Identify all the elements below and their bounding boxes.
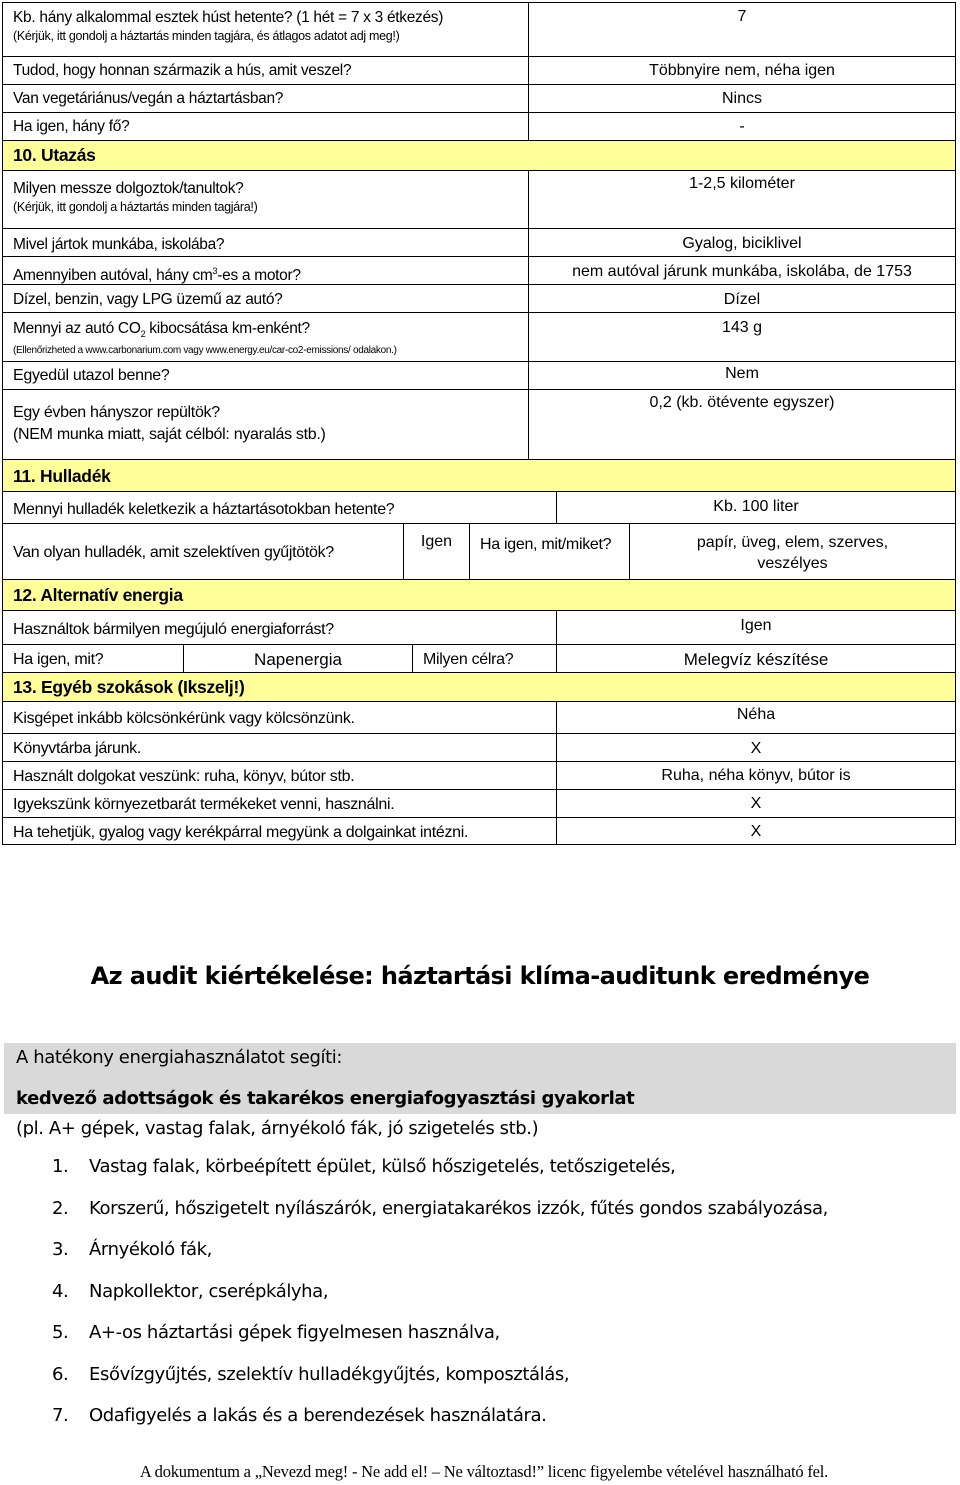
question-text: Mennyi az autó CO [13,320,141,337]
question-cell: Használt dolgokat veszünk: ruha, könyv, bútor stb. [13,768,355,785]
question-note: (Ellenőrizheted a www.carbonarium.com vagy www.energy.eu/car-co2-emissions/ odalakon.) [13,345,397,357]
section-waste [3,459,955,491]
superscript: 3 [212,266,218,276]
question-cell: Egyedül utazol benne? [13,367,170,384]
list-text: A+-os háztartási gépek figyelmesen használva, [89,1322,500,1343]
list-text: Napkollektor, cserépkályha, [89,1280,329,1302]
question-text: Amennyiben autóval, hány cm [13,267,213,284]
question-cell: Használtok bármilyen megújuló energiaforrást? [13,621,334,638]
answer-line: papír, üveg, elem, szerves, [696,534,889,551]
answer-cell: Gyalog, biciklivel [528,229,955,256]
license-footer: A dokumentum a „Nevezd meg! - Ne add el! – Ne változtasd!” licenc figyelembe vételével használható fel. [139,1462,829,1481]
list-text: Vastag falak, körbeépített épület, külső hőszigetelés, tetőszigetelés, [89,1156,676,1177]
answer-cell: Igen [403,524,469,579]
question-cell [3,313,528,361]
answer-cell: Melegvíz készítése [556,645,955,672]
answer-cell: Nincs [528,85,955,112]
list-number: 7. [52,1405,69,1426]
answer-cell: Igen [556,611,955,644]
answer-cell: Többnyire nem, néha igen [528,57,955,84]
question-text-end: kibocsátása km-enként? [145,320,310,337]
row-fuel [3,284,955,312]
question-text-end: -es a motor? [217,267,301,284]
question-cell: Ha tehetjük, gyalog vagy kerékpárral megyünk a dolgainkat intézni. [13,824,469,841]
list-number: 1. [52,1156,69,1177]
row-distance [3,170,955,228]
row-renewable [3,610,955,644]
section-title: 11. Hulladék [13,466,111,486]
row-how-many [3,112,955,140]
question-cell [3,3,528,56]
list-text: Árnyékoló fák, [89,1239,212,1260]
row-vegetarian [3,84,955,112]
question-cell: Igyekszünk környezetbarát termékeket venni, használni. [13,796,395,813]
answer-cell: 1-2,5 kilométer [528,171,955,228]
list-text: Korszerű, hőszigetelt nyílászárók, energiatakarékos izzók, fűtés gondos szabályozása, [89,1197,828,1219]
section-title: 13. Egyéb szokások (Ikszelj!) [13,677,245,697]
evaluation-intro: (pl. A+ gépek, vastag falak, árnyékoló fák, jó szigetelés stb.) [16,1118,539,1139]
question-cell: Van olyan hulladék, amit szelektíven gyűjtötök? [13,544,334,561]
answer-cell: Nem [528,362,955,389]
subscript: 2 [140,329,146,340]
list-number: 5. [52,1322,69,1343]
answer-cell: X [556,790,955,817]
question-cell: Mennyi hulladék keletkezik a háztartásotokban hetente? [13,501,395,518]
row-used [3,761,955,789]
evaluation-title: Az audit kiértékelése: háztartási klíma-auditunk eredménye [90,962,870,990]
question-cell: Ha igen, hány fő? [13,118,130,135]
answer-cell [629,524,955,579]
answer-line: veszélyes [757,555,828,572]
row-library [3,733,955,761]
answer-cell: Néha [556,702,955,733]
row-renewable-what [3,644,955,672]
question-text: Egy évben hányszor repültök? [13,404,220,421]
list-text: Esővízgyűjtés, szelektív hulladékgyűjtés, komposztálás, [89,1363,570,1385]
evaluation-subtitle: A hatékony energiahasználatot segíti: [16,1047,343,1068]
list-number: 3. [52,1239,69,1260]
question-cell: Mivel jártok munkába, iskolába? [13,236,225,253]
audit-table [2,2,956,845]
list-number: 6. [52,1363,69,1385]
question-cell: Ha igen, mit? [13,651,104,668]
row-flights [3,389,955,459]
row-co2 [3,312,955,361]
answer-cell: Napenergia [183,645,412,672]
question-note: (Kérjük, itt gondolj a háztartás minden tagjára!) [13,200,258,214]
answer-cell: X [556,818,955,844]
question-cell [3,390,528,459]
row-waste [3,491,955,523]
list-text: Odafigyelés a lakás és a berendezések használatára. [89,1405,547,1426]
question-cell: Könyvtárba járunk. [13,740,142,757]
row-engine [3,256,955,284]
question-cell [3,171,528,228]
question-cell: Milyen célra? [412,645,556,672]
question-cell: Ha igen, mit/miket? [469,524,629,579]
section-title: 10. Utazás [13,145,96,165]
question-cell: Tudod, hogy honnan származik a hús, amit veszel? [13,62,352,79]
evaluation-bold-line: kedvező adottságok és takarékos energiafogyasztási gyakorlat [16,1088,635,1109]
question-cell: Van vegetáriánus/vegán a háztartásban? [13,90,284,107]
row-origin [3,56,955,84]
question-cell: Dízel, benzin, vagy LPG üzemű az autó? [13,291,283,308]
question-text: Kb. hány alkalommal esztek húst hetente? (1 hét = 7 x 3 étkezés) [13,9,444,26]
row-borrow [3,701,955,733]
question-text: Milyen messze dolgoztok/tanultok? [13,180,244,197]
list-number: 4. [52,1280,69,1302]
row-meat [3,3,955,56]
section-title: 12. Alternatív energia [13,585,183,605]
answer-cell: X [556,734,955,761]
list-number: 2. [52,1197,69,1219]
section-energy [3,579,955,610]
answer-cell: 143 g [528,313,955,361]
answer-cell: - [528,113,955,140]
answer-cell: Dízel [528,285,955,312]
question-note: (Kérjük, itt gondolj a háztartás minden tagjára, és átlagos adatot adj meg!) [13,29,400,43]
answer-cell: nem autóval járunk munkába, iskolába, de 1753 [528,257,955,284]
row-alone [3,361,955,389]
row-selective [3,523,955,579]
row-transport [3,228,955,256]
row-eco [3,789,955,817]
question-note: (NEM munka miatt, saját célból: nyaralás stb.) [13,426,326,443]
row-walk [3,817,955,844]
answer-cell: 7 [528,3,955,56]
section-habits [3,672,955,701]
answer-cell: 0,2 (kb. ötévente egyszer) [528,390,955,459]
answer-cell: Kb. 100 liter [556,492,955,523]
section-travel [3,140,955,170]
question-cell [3,257,528,284]
answer-cell: Ruha, néha könyv, bútor is [556,762,955,789]
question-cell: Kisgépet inkább kölcsönkérünk vagy kölcsönzünk. [13,710,355,727]
